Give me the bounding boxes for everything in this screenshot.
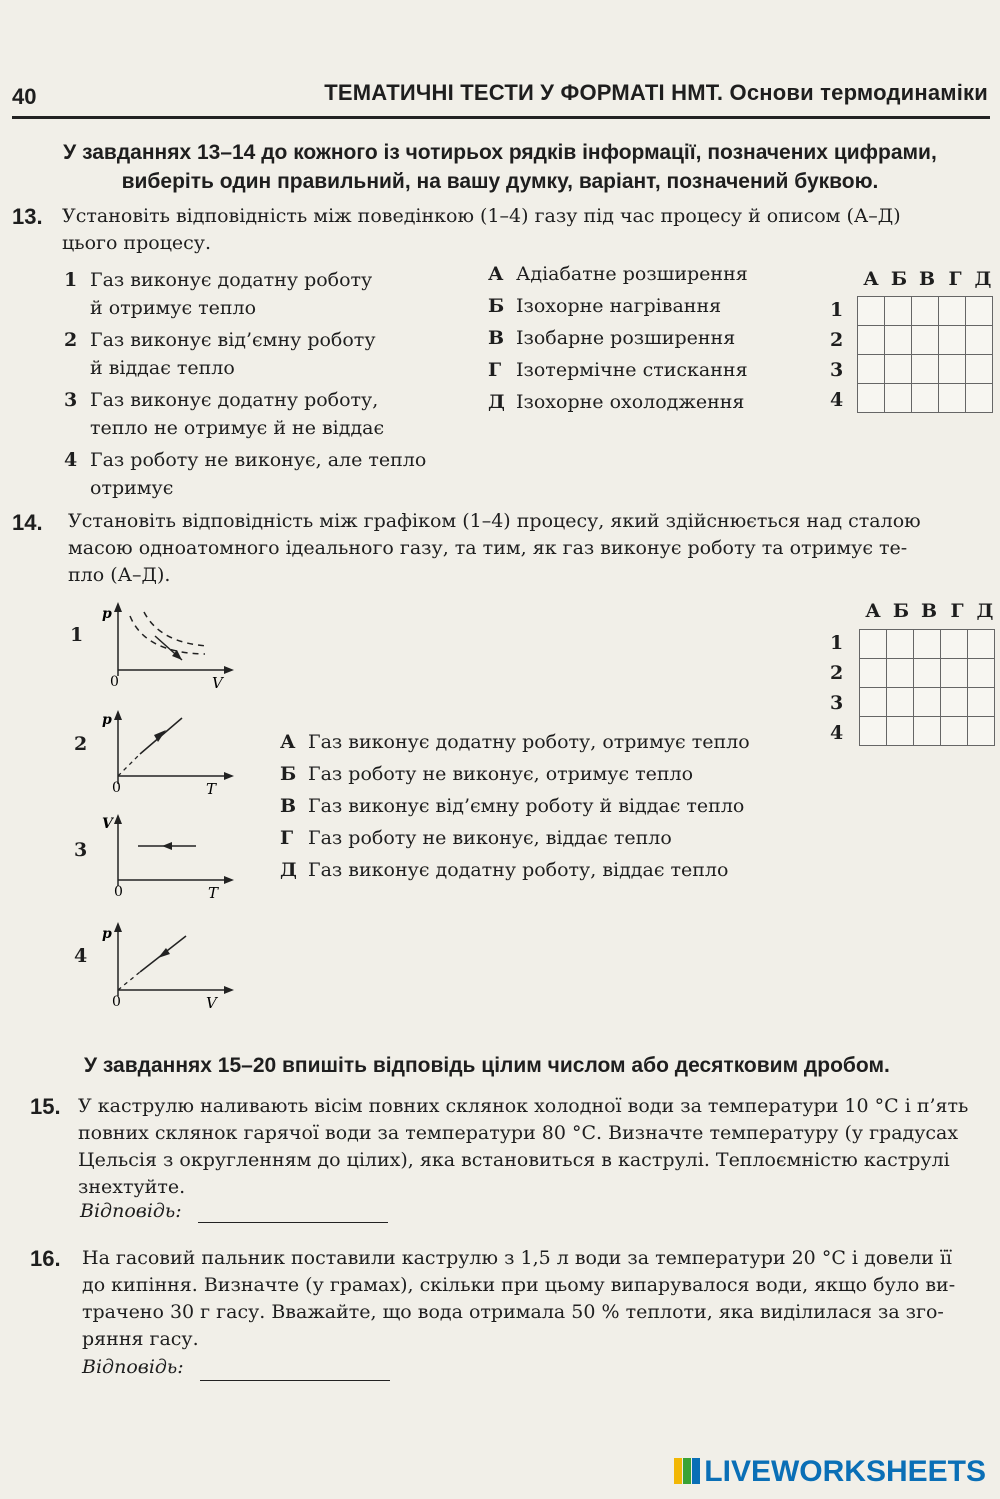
answer-cell[interactable]	[887, 630, 914, 659]
answer-cell[interactable]	[912, 355, 939, 384]
answer-cell[interactable]	[939, 384, 966, 413]
answer-cell[interactable]	[968, 630, 995, 659]
item-number: 4	[64, 449, 78, 471]
answer-cell[interactable]	[858, 326, 885, 355]
answer-cell[interactable]	[941, 659, 968, 688]
question-13-number: 13.	[12, 204, 43, 229]
graph-4-x-arrow	[224, 986, 234, 994]
answer-cell[interactable]	[914, 688, 941, 717]
graph-1-x-label: V	[212, 674, 223, 692]
question-13-text	[62, 203, 992, 257]
question-16-text-line-1: На гасовий пальник поставили каструлю з 1,5 л води за температури 20 °С і довели її	[82, 1247, 953, 1269]
graph-3-x-arrow	[224, 876, 234, 884]
option-letter: А	[488, 263, 504, 285]
item-text: Газ виконує від’ємну роботу	[90, 329, 376, 351]
option-letter: Б	[488, 295, 505, 317]
answer-cell[interactable]	[914, 717, 941, 746]
liveworksheets-logo-icon	[674, 1458, 700, 1484]
option-text: Газ роботу не виконує, отримує тепло	[308, 763, 694, 785]
question-14-text-line-2: масою одноатомного ідеального газу, та тим, як газ виконує роботу та отримує те-	[68, 537, 908, 559]
grid-col-label: Д	[974, 268, 992, 290]
question-15-answer-field[interactable]	[198, 1221, 388, 1223]
graph-3-origin: 0	[114, 884, 123, 900]
option-text: Газ роботу не виконує, віддає тепло	[308, 827, 672, 849]
option-letter: Д	[488, 391, 505, 413]
answer-cell[interactable]	[941, 630, 968, 659]
answer-cell[interactable]	[968, 688, 995, 717]
answer-cell[interactable]	[912, 326, 939, 355]
question-16-answer-field[interactable]	[200, 1379, 390, 1381]
option-a	[488, 258, 748, 290]
graph-4-dashed-extension	[118, 972, 140, 990]
option-text: Ізобарне розширення	[516, 327, 736, 349]
question-13-item-1	[64, 266, 464, 322]
question-14-grid-row-labels	[830, 628, 843, 748]
liveworksheets-watermark	[674, 1455, 986, 1489]
graph-3-process-arrow	[162, 842, 172, 850]
question-13-text-line-2: цього процесу.	[62, 232, 212, 254]
question-15-number: 15.	[30, 1094, 61, 1119]
answer-cell[interactable]	[887, 717, 914, 746]
option-letter: Д	[280, 859, 297, 881]
item-text-cont: й віддає тепло	[90, 357, 235, 379]
answer-cell[interactable]	[941, 717, 968, 746]
graph-3	[100, 810, 240, 908]
graph-2-y-label: p	[102, 712, 112, 728]
option-d	[280, 854, 750, 886]
grid-col-label: В	[918, 268, 936, 290]
option-text: Газ виконує додатну роботу, віддає тепло	[308, 859, 729, 881]
section-instruction-line-2: виберіть один правильний, на вашу думку, варіант, позначений буквою.	[121, 170, 879, 193]
answer-cell[interactable]	[966, 326, 993, 355]
option-text: Газ виконує від’ємну роботу й віддає тепло	[308, 795, 745, 817]
answer-cell[interactable]	[939, 326, 966, 355]
grid-row-3	[858, 355, 993, 384]
question-14-text-line-1: Установіть відповідність між графіком (1–4) процесу, який здійснюється над сталою	[68, 510, 921, 532]
option-g	[488, 354, 748, 386]
grid-row-label: 4	[830, 389, 844, 411]
grid-row-label: 3	[830, 692, 844, 714]
answer-cell[interactable]	[858, 355, 885, 384]
grid-col-label: Д	[976, 600, 994, 622]
grid-row-label: 3	[830, 359, 844, 381]
answer-cell[interactable]	[858, 384, 885, 413]
section-instruction-line-1: У завданнях 13–14 до кожного із чотирьох рядків інформації, позначених цифрами,	[63, 141, 937, 164]
answer-cell[interactable]	[860, 688, 887, 717]
graph-2	[100, 706, 240, 804]
item-text: Газ виконує додатну роботу	[90, 269, 373, 291]
option-letter: В	[488, 327, 505, 349]
option-text: Ізохорне нагрівання	[516, 295, 722, 317]
question-13-grid-header	[857, 268, 997, 290]
question-15-text-line-2: повних склянок гарячої води за температури 80 °С. Визначте температуру (у градусах	[78, 1122, 959, 1144]
graph-2-dashed-extension	[118, 754, 140, 776]
graph-1-y-label: p	[102, 606, 112, 622]
option-letter: Г	[280, 827, 294, 849]
graph-1-label: 1	[70, 624, 84, 646]
option-text: Ізохорне охолодження	[516, 391, 745, 413]
page-number: 40	[12, 84, 37, 109]
answer-cell[interactable]	[968, 717, 995, 746]
option-v	[280, 790, 750, 822]
graph-1	[100, 598, 240, 696]
option-text: Газ виконує додатну роботу, отримує тепло	[308, 731, 750, 753]
question-15-answer-label: Відповідь:	[80, 1200, 182, 1222]
question-13-item-4	[64, 446, 464, 502]
graph-3-label: 3	[74, 839, 88, 861]
grid-row-2	[860, 659, 995, 688]
header-rule	[12, 116, 990, 119]
question-16-answer-label: Відповідь:	[82, 1356, 184, 1378]
item-text-cont: й отримує тепло	[90, 297, 257, 319]
grid-col-label: В	[920, 600, 938, 622]
graph-2-x-arrow	[224, 772, 234, 780]
question-13-options	[488, 258, 748, 418]
option-b	[280, 758, 750, 790]
question-14-text	[68, 508, 993, 589]
graph-3-x-label: T	[208, 884, 219, 902]
question-15-text-line-1: У каструлю наливають вісім повних склянок холодної води за температури 10 °С і п’ять	[78, 1095, 969, 1117]
option-g	[280, 822, 750, 854]
graph-4-x-label: V	[206, 994, 217, 1012]
option-letter: Б	[280, 763, 297, 785]
question-14-text-line-3: пло (А–Д).	[68, 564, 171, 586]
answer-cell[interactable]	[939, 297, 966, 326]
grid-col-label: А	[865, 600, 881, 622]
grid-row-1	[860, 630, 995, 659]
grid-row-2	[858, 326, 993, 355]
answer-cell[interactable]	[887, 659, 914, 688]
grid-row-4	[860, 717, 995, 746]
grid-row-4	[858, 384, 993, 413]
graph-4-label: 4	[74, 945, 88, 967]
graph-2-x-label: T	[206, 780, 217, 798]
item-text: Газ виконує додатну роботу,	[90, 389, 379, 411]
question-13-text-line-1: Установіть відповідність між поведінкою (1–4) газу під час процесу й описом (А–Д)	[62, 205, 901, 227]
grid-row-label: 2	[830, 329, 844, 351]
question-16-text-line-3: трачено 30 г гасу. Вважайте, що вода отримала 50 % теплоти, яка виділилася за зго-	[82, 1301, 944, 1323]
grid-row-label: 4	[830, 722, 844, 744]
answer-cell[interactable]	[885, 326, 912, 355]
answer-cell[interactable]	[885, 297, 912, 326]
answer-cell[interactable]	[860, 659, 887, 688]
option-letter: В	[280, 795, 297, 817]
grid-col-label: А	[863, 268, 879, 290]
question-15-text	[78, 1093, 993, 1201]
answer-cell[interactable]	[966, 355, 993, 384]
grid-row-label: 1	[830, 299, 844, 321]
graph-4	[100, 918, 240, 1016]
graph-1-x-arrow	[224, 666, 234, 674]
question-14-grid-header	[859, 600, 999, 622]
section-15-20-instruction: У завданнях 15–20 впишіть відповідь цілим числом або десятковим дробом.	[84, 1054, 890, 1077]
question-16-number: 16.	[30, 1246, 61, 1271]
answer-cell[interactable]	[966, 297, 993, 326]
grid-row-3	[860, 688, 995, 717]
item-number: 1	[64, 269, 78, 291]
graph-3-y-label: V	[102, 816, 113, 832]
question-16-text	[82, 1245, 992, 1353]
grid-col-label: Г	[950, 600, 964, 622]
item-text: Газ роботу не виконує, але тепло	[90, 449, 427, 471]
answer-cell[interactable]	[914, 659, 941, 688]
question-13-answer-grid	[857, 296, 993, 413]
answer-cell[interactable]	[966, 384, 993, 413]
running-title: ТЕМАТИЧНІ ТЕСТИ У ФОРМАТІ НМТ. Основи термодинаміки	[324, 80, 988, 105]
graph-1-y-arrow	[114, 602, 122, 612]
grid-col-label: Г	[948, 268, 962, 290]
option-a	[280, 726, 750, 758]
option-letter: Г	[488, 359, 502, 381]
grid-col-label: Б	[890, 268, 908, 290]
option-v	[488, 322, 748, 354]
option-text: Ізотермічне стискання	[516, 359, 748, 381]
question-13-item-3	[64, 386, 464, 442]
answer-cell[interactable]	[968, 659, 995, 688]
grid-row-1	[858, 297, 993, 326]
answer-cell[interactable]	[860, 630, 887, 659]
option-letter: А	[280, 731, 296, 753]
question-14-number: 14.	[12, 510, 43, 535]
answer-cell[interactable]	[885, 384, 912, 413]
question-16-text-line-4: ряння гасу.	[82, 1328, 199, 1350]
item-text-cont: отримує	[90, 477, 174, 499]
answer-cell[interactable]	[912, 384, 939, 413]
grid-row-label: 2	[830, 662, 844, 684]
question-15-text-line-3: Цельсія з округленням до цілих), яка встановиться в каструлі. Теплоємністю каструлі	[78, 1149, 950, 1171]
graph-4-y-arrow	[114, 922, 122, 932]
answer-cell[interactable]	[914, 630, 941, 659]
graph-1-origin: 0	[110, 674, 119, 690]
question-14-answer-grid	[859, 629, 995, 746]
graph-3-y-arrow	[114, 814, 122, 824]
item-number: 3	[64, 389, 78, 411]
graph-4-y-label: p	[102, 926, 112, 942]
answer-cell[interactable]	[858, 297, 885, 326]
option-d	[488, 386, 748, 418]
item-number: 2	[64, 329, 78, 351]
answer-cell[interactable]	[941, 688, 968, 717]
watermark-text: LIVEWORKSHEETS	[704, 1455, 986, 1488]
graph-2-origin: 0	[112, 780, 121, 796]
graph-4-origin: 0	[112, 994, 121, 1010]
graph-2-label: 2	[74, 733, 88, 755]
item-text-cont: тепло не отримує й не віддає	[90, 417, 385, 439]
graph-1-isotherm-2	[144, 612, 208, 646]
option-b	[488, 290, 748, 322]
answer-cell[interactable]	[885, 355, 912, 384]
question-13-grid-row-labels	[830, 295, 843, 415]
question-15-text-line-4: знехтуйте.	[78, 1176, 186, 1198]
question-13-item-2	[64, 326, 464, 382]
grid-row-label: 1	[830, 632, 844, 654]
question-14-options	[280, 726, 750, 886]
answer-cell[interactable]	[939, 355, 966, 384]
answer-cell[interactable]	[887, 688, 914, 717]
option-text: Адіабатне розширення	[516, 263, 748, 285]
answer-cell[interactable]	[912, 297, 939, 326]
grid-col-label: Б	[892, 600, 910, 622]
answer-cell[interactable]	[860, 717, 887, 746]
question-16-text-line-2: до кипіння. Визначте (у грамах), скільки при цьому випарувалося води, якщо було ви-	[82, 1274, 956, 1296]
graph-2-y-arrow	[114, 710, 122, 720]
